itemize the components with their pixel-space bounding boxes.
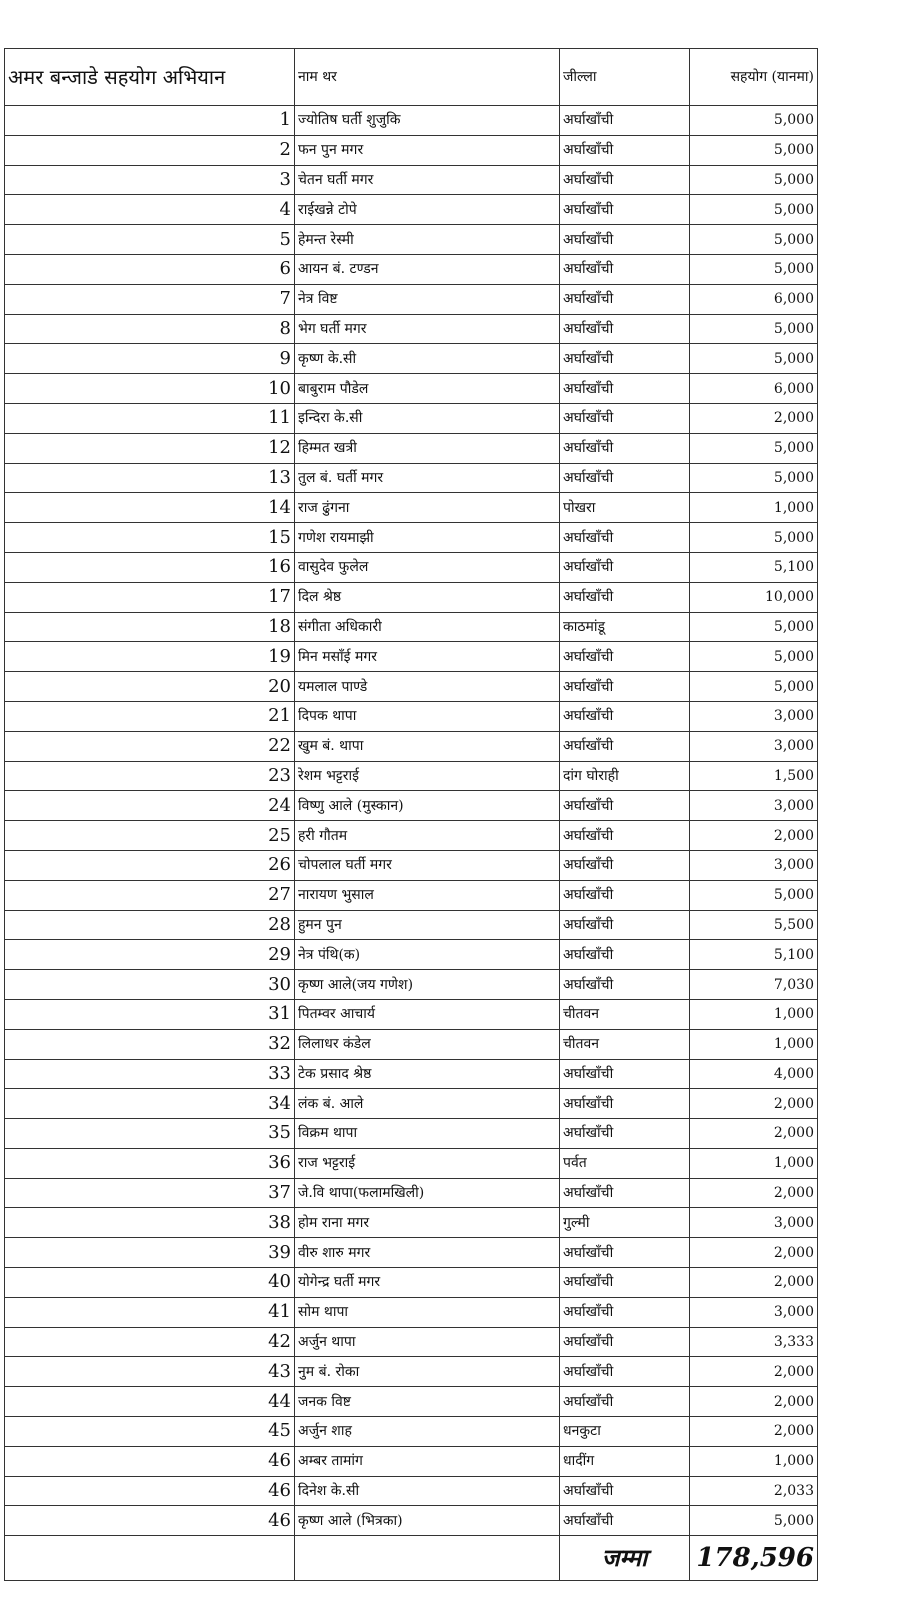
- amount-cell: 1,000: [690, 493, 818, 523]
- table-row: [5, 821, 818, 851]
- amount-cell: 5,000: [690, 314, 818, 344]
- table-row: [5, 344, 818, 374]
- district-cell: अर्घाखाँची: [560, 701, 690, 731]
- serial-number-cell: 19: [5, 642, 295, 672]
- name-cell: हुमन पुन: [295, 910, 560, 940]
- serial-number-cell: 8: [5, 314, 295, 344]
- serial-number-cell: 3: [5, 165, 295, 195]
- amount-cell: 5,000: [690, 344, 818, 374]
- amount-cell: 3,000: [690, 850, 818, 880]
- serial-number-cell: 32: [5, 1029, 295, 1059]
- district-cell: अर्घाखाँची: [560, 731, 690, 761]
- amount-cell: 5,000: [690, 880, 818, 910]
- table-row: [5, 106, 818, 136]
- district-cell: अर्घाखाँची: [560, 970, 690, 1000]
- serial-number-cell: 5: [5, 225, 295, 255]
- table-row: [5, 1476, 818, 1506]
- table-row: [5, 433, 818, 463]
- amount-cell: 5,000: [690, 135, 818, 165]
- serial-number-cell: 45: [5, 1417, 295, 1447]
- district-cell: अर्घाखाँची: [560, 165, 690, 195]
- table-row: [5, 701, 818, 731]
- serial-number-cell: 1: [5, 106, 295, 136]
- serial-number-cell: 43: [5, 1357, 295, 1387]
- name-cell: वासुदेव फुलेल: [295, 552, 560, 582]
- campaign-title: अमर बन्जाडे सहयोग अभियान: [5, 49, 295, 106]
- serial-number-cell: 24: [5, 791, 295, 821]
- serial-number-cell: 29: [5, 940, 295, 970]
- header-row: [5, 49, 818, 106]
- name-cell: दिनेश के.सी: [295, 1476, 560, 1506]
- name-column-header: नाम थर: [295, 49, 560, 106]
- table-row: [5, 731, 818, 761]
- amount-cell: 2,000: [690, 1268, 818, 1298]
- district-cell: दांग घोराही: [560, 761, 690, 791]
- amount-cell: 5,000: [690, 1506, 818, 1536]
- table-row: [5, 1119, 818, 1149]
- total-value: 178,596: [690, 1536, 818, 1581]
- amount-cell: 3,333: [690, 1327, 818, 1357]
- name-cell: पितम्वर आचार्य: [295, 999, 560, 1029]
- table-row: [5, 314, 818, 344]
- name-cell: सोम थापा: [295, 1297, 560, 1327]
- amount-cell: 5,000: [690, 463, 818, 493]
- total-empty-cell: [295, 1536, 560, 1581]
- name-cell: कृष्ण आले (भित्रका): [295, 1506, 560, 1536]
- district-cell: अर्घाखाँची: [560, 254, 690, 284]
- serial-number-cell: 10: [5, 374, 295, 404]
- name-cell: कृष्ण आले(जय गणेश): [295, 970, 560, 1000]
- amount-cell: 5,000: [690, 433, 818, 463]
- district-cell: गुल्मी: [560, 1208, 690, 1238]
- name-cell: नेत्र विष्ट: [295, 284, 560, 314]
- table-row: [5, 135, 818, 165]
- table-row: [5, 850, 818, 880]
- name-cell: होम राना मगर: [295, 1208, 560, 1238]
- serial-number-cell: 25: [5, 821, 295, 851]
- name-cell: खुम बं. थापा: [295, 731, 560, 761]
- serial-number-cell: 46: [5, 1506, 295, 1536]
- district-cell: अर्घाखाँची: [560, 225, 690, 255]
- serial-number-cell: 22: [5, 731, 295, 761]
- amount-cell: 1,500: [690, 761, 818, 791]
- amount-cell: 1,000: [690, 999, 818, 1029]
- serial-number-cell: 14: [5, 493, 295, 523]
- total-label: जम्मा: [560, 1536, 690, 1581]
- amount-cell: 1,000: [690, 1148, 818, 1178]
- amount-cell: 6,000: [690, 284, 818, 314]
- serial-number-cell: 20: [5, 672, 295, 702]
- serial-number-cell: 46: [5, 1476, 295, 1506]
- table-row: [5, 374, 818, 404]
- amount-cell: 2,000: [690, 1417, 818, 1447]
- name-cell: भेग घर्ती मगर: [295, 314, 560, 344]
- name-cell: ज्योतिष घर्ती शुजुकि: [295, 106, 560, 136]
- amount-cell: 5,000: [690, 195, 818, 225]
- name-cell: राज भट्टराई: [295, 1148, 560, 1178]
- name-cell: बाबुराम पौडेल: [295, 374, 560, 404]
- name-cell: विक्रम थापा: [295, 1119, 560, 1149]
- district-cell: अर्घाखाँची: [560, 1506, 690, 1536]
- table-row: [5, 1506, 818, 1536]
- table-row: [5, 672, 818, 702]
- serial-number-cell: 46: [5, 1446, 295, 1476]
- serial-number-cell: 28: [5, 910, 295, 940]
- serial-number-cell: 12: [5, 433, 295, 463]
- amount-cell: 5,000: [690, 672, 818, 702]
- serial-number-cell: 4: [5, 195, 295, 225]
- name-cell: चोपलाल घर्ती मगर: [295, 850, 560, 880]
- amount-cell: 5,000: [690, 106, 818, 136]
- district-cell: धनकुटा: [560, 1417, 690, 1447]
- amount-cell: 1,000: [690, 1029, 818, 1059]
- name-cell: वीरु शारु मगर: [295, 1238, 560, 1268]
- amount-cell: 2,000: [690, 1238, 818, 1268]
- district-cell: अर्घाखाँची: [560, 1119, 690, 1149]
- serial-number-cell: 27: [5, 880, 295, 910]
- district-cell: अर्घाखाँची: [560, 523, 690, 553]
- district-cell: अर्घाखाँची: [560, 940, 690, 970]
- name-cell: नेत्र पंथि(क): [295, 940, 560, 970]
- table-row: [5, 552, 818, 582]
- district-cell: अर्घाखाँची: [560, 1059, 690, 1089]
- district-cell: अर्घाखाँची: [560, 1357, 690, 1387]
- district-cell: अर्घाखाँची: [560, 344, 690, 374]
- name-cell: राईखन्ने टोपे: [295, 195, 560, 225]
- amount-cell: 6,000: [690, 374, 818, 404]
- table-row: [5, 195, 818, 225]
- table-row: [5, 880, 818, 910]
- district-cell: अर्घाखाँची: [560, 106, 690, 136]
- amount-cell: 5,100: [690, 552, 818, 582]
- table-row: [5, 1327, 818, 1357]
- table-row: [5, 1029, 818, 1059]
- table-row: [5, 612, 818, 642]
- serial-number-cell: 39: [5, 1238, 295, 1268]
- serial-number-cell: 31: [5, 999, 295, 1029]
- table-row: [5, 1446, 818, 1476]
- amount-cell: 2,000: [690, 1178, 818, 1208]
- name-cell: यमलाल पाण्डे: [295, 672, 560, 702]
- serial-number-cell: 36: [5, 1148, 295, 1178]
- name-cell: कृष्ण के.सी: [295, 344, 560, 374]
- table-row: [5, 1178, 818, 1208]
- district-cell: चीतवन: [560, 1029, 690, 1059]
- name-cell: लिलाधर कंडेल: [295, 1029, 560, 1059]
- name-cell: हिम्मत खत्री: [295, 433, 560, 463]
- serial-number-cell: 11: [5, 403, 295, 433]
- serial-number-cell: 41: [5, 1297, 295, 1327]
- table-body: [5, 49, 818, 1581]
- name-cell: संगीता अधिकारी: [295, 612, 560, 642]
- serial-number-cell: 33: [5, 1059, 295, 1089]
- amount-cell: 2,000: [690, 1387, 818, 1417]
- district-cell: अर्घाखाँची: [560, 433, 690, 463]
- table-row: [5, 1089, 818, 1119]
- district-cell: काठमांडू: [560, 612, 690, 642]
- name-cell: आयन बं. टण्डन: [295, 254, 560, 284]
- serial-number-cell: 6: [5, 254, 295, 284]
- amount-column-header: सहयोग (यानमा): [690, 49, 818, 106]
- name-cell: दिपक थापा: [295, 701, 560, 731]
- district-cell: अर्घाखाँची: [560, 1297, 690, 1327]
- name-cell: हरी गौतम: [295, 821, 560, 851]
- name-cell: मिन मसाँई मगर: [295, 642, 560, 672]
- table-row: [5, 1208, 818, 1238]
- amount-cell: 2,000: [690, 1357, 818, 1387]
- table-row: [5, 642, 818, 672]
- serial-number-cell: 40: [5, 1268, 295, 1298]
- serial-number-cell: 18: [5, 612, 295, 642]
- amount-cell: 2,033: [690, 1476, 818, 1506]
- district-cell: अर्घाखाँची: [560, 463, 690, 493]
- district-cell: अर्घाखाँची: [560, 314, 690, 344]
- amount-cell: 5,000: [690, 165, 818, 195]
- table-row: [5, 1148, 818, 1178]
- serial-number-cell: 17: [5, 582, 295, 612]
- district-cell: अर्घाखाँची: [560, 135, 690, 165]
- total-empty-cell: [5, 1536, 295, 1581]
- table-row: [5, 1387, 818, 1417]
- name-cell: इन्दिरा के.सी: [295, 403, 560, 433]
- table-row: [5, 791, 818, 821]
- amount-cell: 10,000: [690, 582, 818, 612]
- district-cell: अर्घाखाँची: [560, 552, 690, 582]
- serial-number-cell: 2: [5, 135, 295, 165]
- district-cell: अर्घाखाँची: [560, 1089, 690, 1119]
- serial-number-cell: 13: [5, 463, 295, 493]
- district-cell: अर्घाखाँची: [560, 1476, 690, 1506]
- district-cell: अर्घाखाँची: [560, 791, 690, 821]
- table-row: [5, 1059, 818, 1089]
- name-cell: चेतन घर्ती मगर: [295, 165, 560, 195]
- table-row: [5, 582, 818, 612]
- amount-cell: 3,000: [690, 1297, 818, 1327]
- district-cell: पोखरा: [560, 493, 690, 523]
- table-row: [5, 1417, 818, 1447]
- table-row: [5, 225, 818, 255]
- name-cell: फन पुन मगर: [295, 135, 560, 165]
- serial-number-cell: 7: [5, 284, 295, 314]
- amount-cell: 3,000: [690, 701, 818, 731]
- district-cell: अर्घाखाँची: [560, 1327, 690, 1357]
- table-row: [5, 403, 818, 433]
- amount-cell: 5,000: [690, 225, 818, 255]
- name-cell: लंक बं. आले: [295, 1089, 560, 1119]
- district-cell: अर्घाखाँची: [560, 195, 690, 225]
- name-cell: दिल श्रेष्ठ: [295, 582, 560, 612]
- district-cell: पर्वत: [560, 1148, 690, 1178]
- amount-cell: 7,030: [690, 970, 818, 1000]
- district-cell: अर्घाखाँची: [560, 821, 690, 851]
- name-cell: विष्णु आले (मुस्कान): [295, 791, 560, 821]
- amount-cell: 1,000: [690, 1446, 818, 1476]
- table-row: [5, 493, 818, 523]
- table-row: [5, 970, 818, 1000]
- district-cell: अर्घाखाँची: [560, 672, 690, 702]
- amount-cell: 5,000: [690, 612, 818, 642]
- name-cell: जनक विष्ट: [295, 1387, 560, 1417]
- district-cell: अर्घाखाँची: [560, 1238, 690, 1268]
- amount-cell: 2,000: [690, 1119, 818, 1149]
- district-cell: अर्घाखाँची: [560, 910, 690, 940]
- serial-number-cell: 44: [5, 1387, 295, 1417]
- table-row: [5, 165, 818, 195]
- serial-number-cell: 37: [5, 1178, 295, 1208]
- name-cell: नारायण भुसाल: [295, 880, 560, 910]
- table-row: [5, 1268, 818, 1298]
- table-row: [5, 523, 818, 553]
- amount-cell: 5,000: [690, 523, 818, 553]
- district-cell: धादींग: [560, 1446, 690, 1476]
- name-cell: जे.वि थापा(फलामखिली): [295, 1178, 560, 1208]
- name-cell: रेशम भट्टराई: [295, 761, 560, 791]
- district-cell: अर्घाखाँची: [560, 284, 690, 314]
- table-row: [5, 1297, 818, 1327]
- name-cell: अर्जुन थापा: [295, 1327, 560, 1357]
- amount-cell: 5,000: [690, 254, 818, 284]
- table-row: [5, 761, 818, 791]
- amount-cell: 2,000: [690, 821, 818, 851]
- district-cell: अर्घाखाँची: [560, 374, 690, 404]
- table-row: [5, 1357, 818, 1387]
- district-cell: अर्घाखाँची: [560, 880, 690, 910]
- serial-number-cell: 9: [5, 344, 295, 374]
- table-row: [5, 1238, 818, 1268]
- serial-number-cell: 16: [5, 552, 295, 582]
- district-cell: अर्घाखाँची: [560, 1387, 690, 1417]
- table-row: [5, 999, 818, 1029]
- district-column-header: जील्ला: [560, 49, 690, 106]
- serial-number-cell: 35: [5, 1119, 295, 1149]
- name-cell: योगेन्द्र घर्ती मगर: [295, 1268, 560, 1298]
- name-cell: गणेश रायमाझी: [295, 523, 560, 553]
- district-cell: अर्घाखाँची: [560, 1178, 690, 1208]
- district-cell: अर्घाखाँची: [560, 403, 690, 433]
- district-cell: चीतवन: [560, 999, 690, 1029]
- amount-cell: 2,000: [690, 1089, 818, 1119]
- amount-cell: 5,500: [690, 910, 818, 940]
- district-cell: अर्घाखाँची: [560, 1268, 690, 1298]
- district-cell: अर्घाखाँची: [560, 642, 690, 672]
- serial-number-cell: 34: [5, 1089, 295, 1119]
- contribution-table: [4, 48, 818, 1581]
- amount-cell: 5,000: [690, 642, 818, 672]
- serial-number-cell: 38: [5, 1208, 295, 1238]
- serial-number-cell: 21: [5, 701, 295, 731]
- amount-cell: 4,000: [690, 1059, 818, 1089]
- serial-number-cell: 26: [5, 850, 295, 880]
- district-cell: अर्घाखाँची: [560, 582, 690, 612]
- name-cell: अम्बर तामांग: [295, 1446, 560, 1476]
- table-row: [5, 284, 818, 314]
- serial-number-cell: 30: [5, 970, 295, 1000]
- name-cell: हेमन्त रेस्मी: [295, 225, 560, 255]
- table-row: [5, 940, 818, 970]
- name-cell: तुल बं. घर्ती मगर: [295, 463, 560, 493]
- amount-cell: 5,100: [690, 940, 818, 970]
- total-row: [5, 1536, 818, 1581]
- serial-number-cell: 42: [5, 1327, 295, 1357]
- table-row: [5, 254, 818, 284]
- district-cell: अर्घाखाँची: [560, 850, 690, 880]
- name-cell: नुम बं. रोका: [295, 1357, 560, 1387]
- name-cell: अर्जुन शाह: [295, 1417, 560, 1447]
- contribution-sheet: [4, 48, 813, 1581]
- name-cell: राज ढुंगना: [295, 493, 560, 523]
- serial-number-cell: 15: [5, 523, 295, 553]
- name-cell: टेक प्रसाद श्रेष्ठ: [295, 1059, 560, 1089]
- serial-number-cell: 23: [5, 761, 295, 791]
- amount-cell: 3,000: [690, 731, 818, 761]
- table-row: [5, 910, 818, 940]
- amount-cell: 2,000: [690, 403, 818, 433]
- amount-cell: 3,000: [690, 791, 818, 821]
- amount-cell: 3,000: [690, 1208, 818, 1238]
- table-row: [5, 463, 818, 493]
